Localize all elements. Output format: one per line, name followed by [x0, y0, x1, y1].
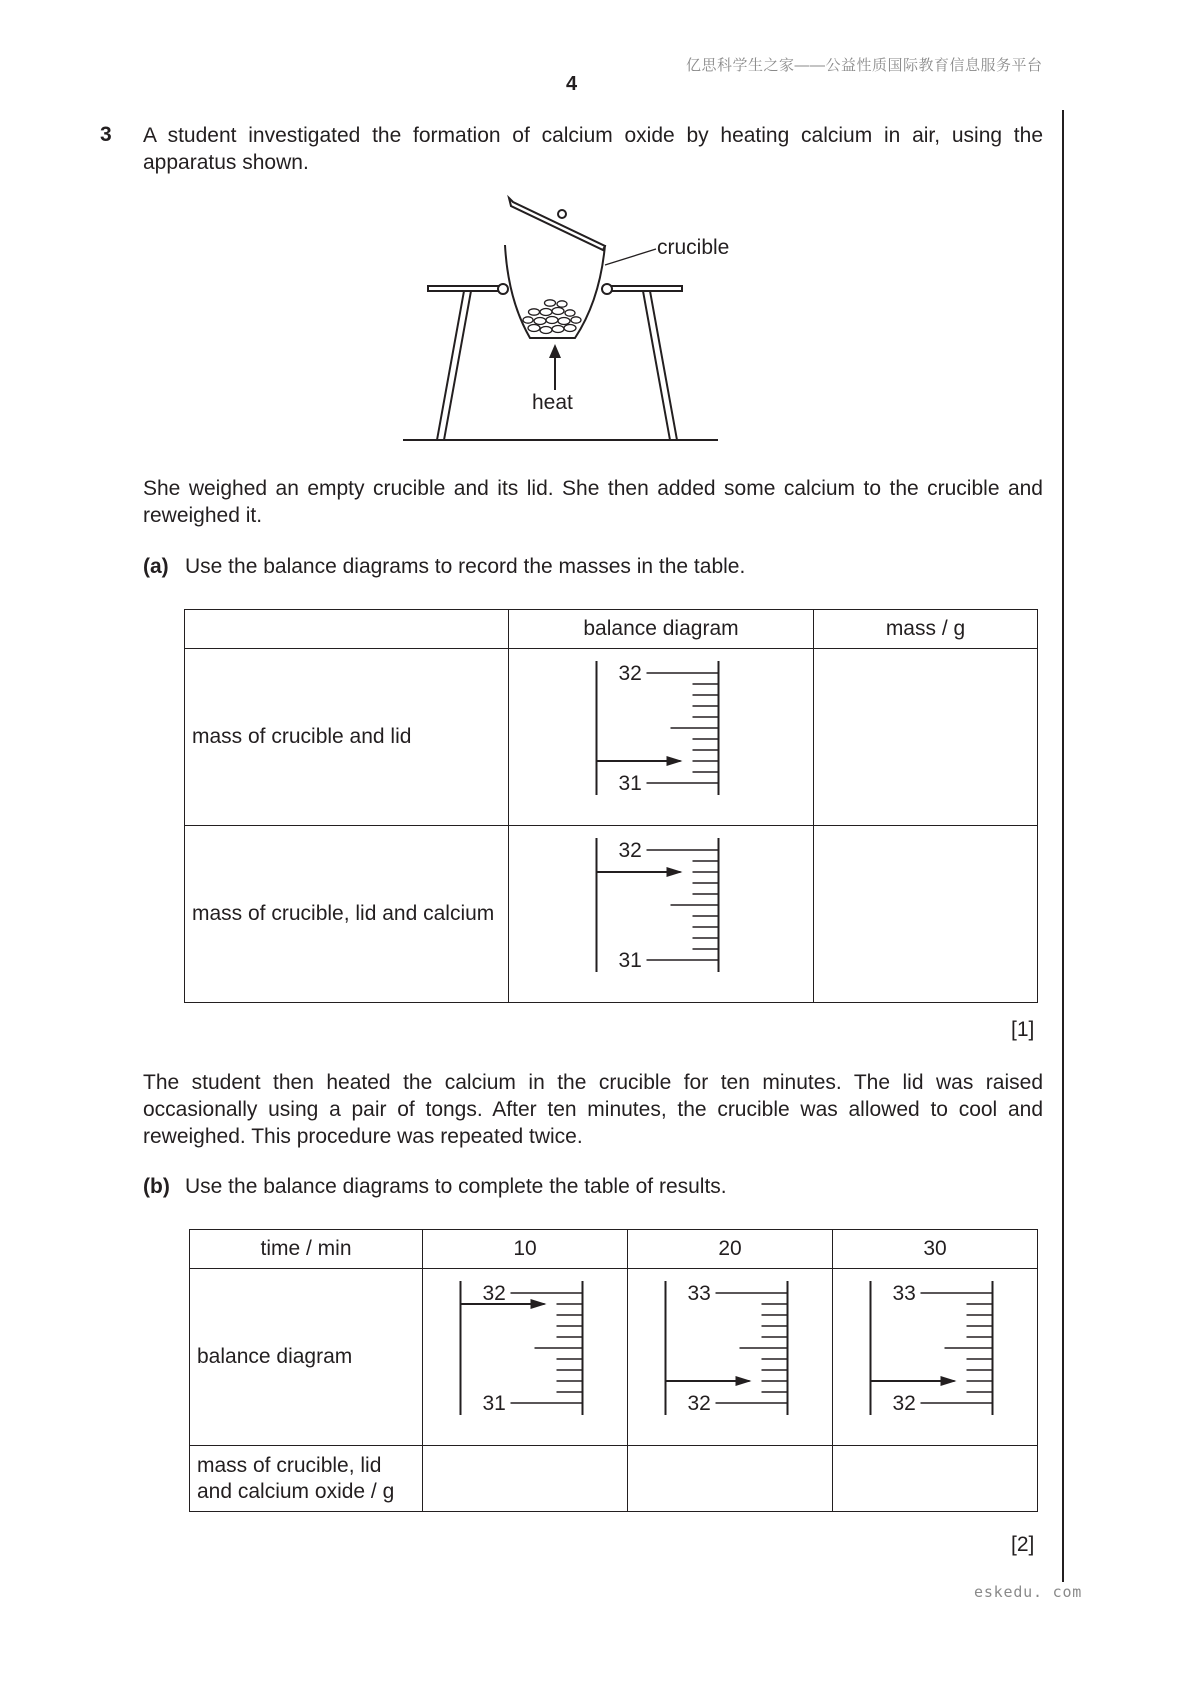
pointer-head	[736, 1376, 752, 1386]
result-input-30[interactable]	[833, 1446, 1038, 1512]
mass-input-crucible-lid[interactable]	[814, 649, 1038, 826]
tripod-left-leg	[437, 291, 471, 440]
para3-line-1: The student then heated the calcium in the crucible for ten minutes. The lid was raised	[143, 1071, 1043, 1094]
scale-top-label: 32	[618, 662, 642, 685]
scale-top-label: 32	[618, 839, 642, 862]
paragraph-weighing	[143, 475, 1043, 529]
scale-bottom-label: 31	[482, 1392, 506, 1415]
scale-bottom-label: 32	[687, 1392, 711, 1415]
time-10: 10	[423, 1230, 628, 1269]
header-watermark: 亿思科学生之家——公益性质国际教育信息服务平台	[686, 57, 1043, 74]
pointer-head	[941, 1376, 957, 1386]
part-b-label: (b)	[143, 1175, 170, 1198]
part-a-instruction: Use the balance diagrams to record the masses in the table.	[185, 555, 746, 578]
apparatus-diagram	[0, 0, 1190, 460]
para2-line-1: She weighed an empty crucible and its lid. She then added some calcium to the crucible and	[143, 477, 1043, 500]
balance-cell-20	[628, 1269, 833, 1446]
intro-line-1: A student investigated the formation of calcium oxide by heating calcium in air, using the	[143, 124, 1043, 147]
calcium-pieces	[523, 300, 581, 334]
balance-diagram-10-min	[423, 1269, 628, 1439]
part-b-table	[189, 1229, 1038, 1512]
pointer-head	[667, 867, 683, 877]
time-30: 30	[833, 1230, 1038, 1269]
balance-diagram-30-min	[833, 1269, 1038, 1439]
part-b-instruction: Use the balance diagrams to complete the table of results.	[185, 1175, 727, 1198]
part-a-label: (a)	[143, 555, 169, 578]
part-a-header-blank	[185, 610, 509, 649]
intro-line-2: apparatus shown.	[143, 151, 309, 174]
balance-cell-10	[423, 1269, 628, 1446]
scale-bottom-label: 31	[618, 772, 642, 795]
scale-bottom-label: 31	[618, 949, 642, 972]
scale-top-label: 33	[892, 1282, 916, 1305]
crucible	[505, 245, 605, 338]
tripod-left-arm	[428, 286, 504, 291]
part-a-header-mass: mass / g	[814, 610, 1038, 649]
question-number: 3	[100, 123, 112, 146]
label-heat: heat	[532, 391, 573, 414]
crucible-leader-line	[605, 249, 656, 265]
balance-cell-30	[833, 1269, 1038, 1446]
scale-bottom-label: 32	[892, 1392, 916, 1415]
scale-top-label: 32	[482, 1282, 506, 1305]
part-a-marks: [1]	[1011, 1018, 1035, 1041]
balance-cell-crucible-lid-calcium	[509, 826, 814, 1003]
mass-input-crucible-lid-calcium[interactable]	[814, 826, 1038, 1003]
balance-diagram-crucible-lid	[509, 649, 814, 819]
result-input-20[interactable]	[628, 1446, 833, 1512]
tripod-right-arm	[606, 286, 682, 291]
row-label-crucible-lid: mass of crucible and lid	[185, 649, 509, 826]
result-label-line-1: mass of crucible, lid	[197, 1453, 382, 1477]
label-crucible: crucible	[657, 236, 730, 259]
para2-line-2: reweighed it.	[143, 504, 263, 527]
pointer-head	[531, 1299, 547, 1309]
tripod-right-leg	[643, 291, 677, 440]
scale-top-label: 33	[687, 1282, 711, 1305]
balance-diagram-20-min	[628, 1269, 833, 1439]
time-header: time / min	[190, 1230, 423, 1269]
part-a-header-diagram: balance diagram	[509, 610, 814, 649]
crucible-lid	[509, 198, 605, 250]
para3-line-2: occasionally using a pair of tongs. After ten minutes, the crucible was allowed to cool and	[143, 1098, 1043, 1121]
time-20: 20	[628, 1230, 833, 1269]
balance-diagram-crucible-lid-calcium	[509, 826, 814, 996]
footer-source: eskedu. com	[974, 1583, 1083, 1601]
pointer-head	[667, 756, 683, 766]
balance-cell-crucible-lid	[509, 649, 814, 826]
row-label-balance-diagram: balance diagram	[190, 1269, 423, 1446]
result-label-line-2: and calcium oxide / g	[197, 1479, 395, 1503]
page-number: 4	[566, 73, 578, 95]
paragraph-heating	[143, 1069, 1043, 1150]
part-a-table	[184, 609, 1038, 1003]
row-label-result	[190, 1446, 423, 1512]
part-b-marks: [2]	[1011, 1533, 1035, 1556]
para3-line-3: reweighed. This procedure was repeated twice.	[143, 1125, 583, 1148]
row-label-crucible-lid-calcium: mass of crucible, lid and calcium	[185, 826, 509, 1003]
result-input-10[interactable]	[423, 1446, 628, 1512]
